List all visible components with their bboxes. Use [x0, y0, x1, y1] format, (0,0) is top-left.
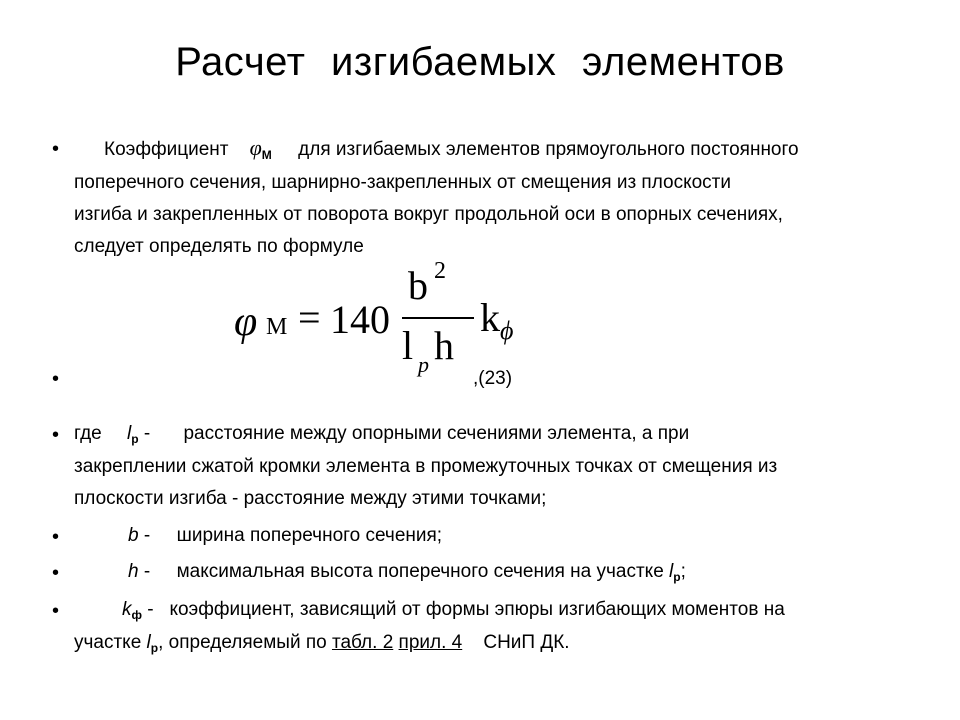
p5-dash: -: [147, 599, 154, 620]
formula-equals: =: [298, 295, 321, 340]
p2-dash: -: [143, 423, 151, 444]
formula-phi: φ: [234, 299, 258, 345]
p1-start: Коэффициент: [104, 139, 229, 160]
formula-exponent: 2: [434, 258, 446, 284]
p2-line3: плоскости изгиба - расстояние между этими точками;: [74, 488, 547, 509]
p4-symbol: h: [128, 561, 139, 582]
appendix-4-link[interactable]: прил. 4: [398, 632, 463, 653]
fraction-bar: [402, 317, 474, 319]
paragraph-coefficient: [74, 132, 914, 263]
p2-where: где: [74, 423, 102, 444]
formula-denominator-sub: p: [418, 352, 429, 377]
formula-coefficient: 140: [330, 297, 390, 342]
p4-dash: -: [143, 561, 151, 582]
formula-phi-sub: M: [266, 314, 288, 340]
p5-l-sub: р: [150, 641, 159, 655]
bullet-1: •: [52, 138, 60, 160]
formula-k-sub: ϕ: [500, 316, 514, 345]
p1-line3: изгиба и закрепленных от поворота вокруг продольной оси в опорных сечениях,: [74, 204, 783, 225]
p1-rest: для изгибаемых элементов прямоугольного постоянного: [298, 139, 799, 160]
slide-title: Расчет изгибаемых элементов: [175, 40, 785, 84]
phi-symbol: φ: [249, 135, 262, 160]
paragraph-h: [74, 556, 914, 589]
p4-end: ;: [680, 561, 686, 582]
paragraph-k: [74, 594, 914, 660]
phi-subscript: М: [261, 148, 272, 162]
p4-l-sub: р: [673, 570, 681, 584]
p2-def1: расстояние между опорными сечениями элемента, а при: [183, 423, 690, 444]
p4-l: l: [669, 561, 674, 582]
bullet-6: •: [52, 600, 60, 622]
p1-line4: следует определять по формуле: [74, 236, 364, 257]
p5-end: СНиП ДК.: [483, 632, 570, 653]
paragraph-where: [74, 418, 914, 515]
formula-denominator-h: h: [434, 323, 454, 368]
p5-line2-start: участке: [74, 632, 142, 653]
p4-def: максимальная высота поперечного сечения на участке: [176, 561, 664, 582]
table-2-link[interactable]: табл. 2: [331, 632, 394, 653]
bullet-5: •: [52, 562, 60, 584]
p2-symbol: l: [127, 423, 132, 444]
p5-symbol-sub: ф: [131, 608, 142, 622]
p3-dash: -: [143, 525, 151, 546]
formula-k: k: [480, 295, 500, 340]
p3-def: ширина поперечного сечения;: [176, 525, 443, 546]
bullet-3: •: [52, 424, 60, 446]
p5-def: коэффициент, зависящий от формы эпюры изгибающих моментов на: [169, 599, 785, 620]
p5-mid: , определяемый по: [158, 632, 327, 653]
formula-denominator-l: l: [402, 323, 414, 368]
equation-number: ,(23): [473, 368, 513, 389]
p2-symbol-sub: р: [131, 432, 139, 446]
p1-line2: поперечного сечения, шарнирно-закрепленных от смещения из плоскости: [74, 172, 731, 193]
formula-23: [232, 258, 532, 382]
formula-numerator-b: b: [408, 263, 428, 308]
p5-symbol: k: [122, 599, 132, 620]
bullet-4: •: [52, 526, 60, 548]
paragraph-b: [74, 520, 914, 552]
bullet-2: •: [52, 368, 60, 390]
p5-l: l: [146, 632, 151, 653]
p3-symbol: b: [128, 525, 139, 546]
p2-line2: закреплении сжатой кромки элемента в промежуточных точках от смещения из: [74, 456, 778, 477]
